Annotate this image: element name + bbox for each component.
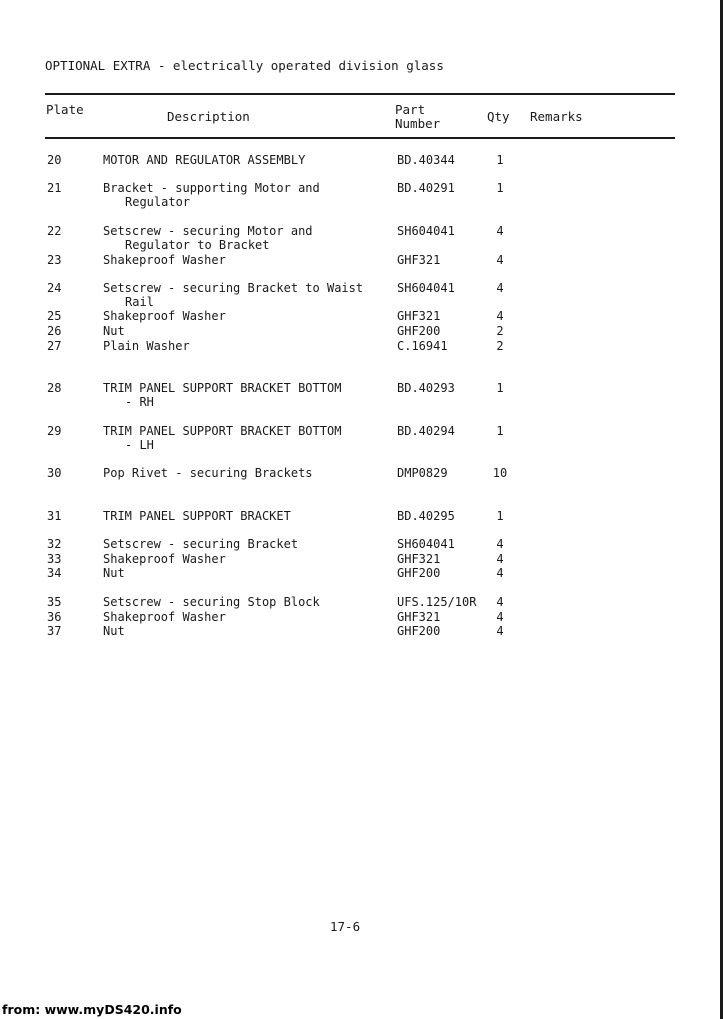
plate-cell: 36 [47,610,62,624]
qty-cell: 10 [492,466,508,480]
description-line: TRIM PANEL SUPPORT BRACKET BOTTOM [103,381,342,395]
header-plate: Plate [46,102,84,117]
description-line: Nut [103,324,125,338]
plate-cell: 22 [47,224,62,238]
description-cell [103,566,373,580]
description-line: Pop Rivet - securing Brackets [103,466,313,480]
description-cell [103,281,373,309]
plate-cell: 24 [47,281,62,295]
description-line: Shakeproof Washer [103,552,226,566]
header-part-number [395,103,440,131]
description-line: Setscrew - securing Bracket [103,537,299,551]
plate-cell: 23 [47,253,62,267]
description-cell [103,381,373,409]
qty-cell: 4 [496,595,504,609]
qty-cell: 4 [496,566,504,580]
qty-cell: 4 [496,309,504,323]
part-number-cell: GHF200 [397,324,441,338]
qty-cell: 2 [496,339,504,353]
header-part-line2: Number [395,116,441,131]
description-line: Shakeproof Washer [103,610,226,624]
description-cell [103,324,373,338]
plate-cell: 27 [47,339,62,353]
part-number-cell: GHF321 [397,610,441,624]
qty-cell: 4 [496,224,504,238]
plate-cell: 30 [47,466,62,480]
description-continuation: Rail [125,295,154,309]
qty-cell: 4 [496,253,504,267]
part-number-cell: SH604041 [397,281,455,295]
header-qty: Qty [487,109,510,124]
description-cell [103,610,373,624]
qty-cell: 4 [496,552,504,566]
qty-cell: 4 [496,537,504,551]
part-number-cell: GHF200 [397,624,441,638]
header-rule-top [45,93,675,95]
part-number-cell: C.16941 [397,339,448,353]
description-continuation: - RH [125,395,154,409]
qty-cell: 1 [496,181,504,195]
description-continuation: Regulator [125,195,191,209]
description-continuation: - LH [125,438,154,452]
plate-cell: 33 [47,552,62,566]
description-line: Bracket - supporting Motor and [103,181,320,195]
plate-cell: 21 [47,181,62,195]
part-number-cell: GHF321 [397,552,441,566]
description-cell [103,309,373,323]
description-cell [103,339,373,353]
description-cell [103,424,373,452]
header-description: Description [167,109,250,124]
source-footer: from: www.myDS420.info [2,1002,182,1017]
description-cell [103,181,373,209]
description-line: Plain Washer [103,339,190,353]
description-line: Shakeproof Washer [103,253,226,267]
description-cell [103,552,373,566]
part-number-cell: DMP0829 [397,466,448,480]
part-number-cell: UFS.125/10R [397,595,477,609]
page-number: 17-6 [330,919,361,934]
description-continuation: Regulator to Bracket [125,238,270,252]
qty-cell: 4 [496,610,504,624]
part-number-cell: SH604041 [397,537,455,551]
description-line: Nut [103,624,125,638]
part-number-cell: BD.40291 [397,181,455,195]
description-line: Nut [103,566,125,580]
header-remarks: Remarks [530,109,583,124]
plate-cell: 25 [47,309,62,323]
part-number-cell: GHF200 [397,566,441,580]
plate-cell: 26 [47,324,62,338]
part-number-cell: BD.40293 [397,381,455,395]
description-line: Shakeproof Washer [103,309,226,323]
plate-cell: 34 [47,566,62,580]
plate-cell: 29 [47,424,62,438]
description-line: Setscrew - securing Motor and [103,224,313,238]
part-number-cell: GHF321 [397,253,441,267]
description-line: TRIM PANEL SUPPORT BRACKET [103,509,291,523]
qty-cell: 4 [496,624,504,638]
page-title: OPTIONAL EXTRA - electrically operated division glass [45,58,444,73]
part-number-cell: SH604041 [397,224,455,238]
qty-cell: 4 [496,281,504,295]
description-cell [103,595,373,609]
plate-cell: 20 [47,153,62,167]
header-part-line1: Part [395,102,426,117]
description-cell [103,224,373,252]
description-cell [103,153,373,167]
qty-cell: 1 [496,424,504,438]
header-rule-bottom [45,137,675,139]
part-number-cell: BD.40294 [397,424,455,438]
qty-cell: 2 [496,324,504,338]
plate-cell: 35 [47,595,62,609]
description-line: MOTOR AND REGULATOR ASSEMBLY [103,153,306,167]
plate-cell: 37 [47,624,62,638]
part-number-cell: BD.40344 [397,153,455,167]
description-line: TRIM PANEL SUPPORT BRACKET BOTTOM [103,424,342,438]
description-cell [103,466,373,480]
qty-cell: 1 [496,153,504,167]
qty-cell: 1 [496,381,504,395]
description-cell [103,537,373,551]
plate-cell: 32 [47,537,62,551]
part-number-cell: GHF321 [397,309,441,323]
qty-cell: 1 [496,509,504,523]
description-line: Setscrew - securing Bracket to Waist [103,281,364,295]
description-line: Setscrew - securing Stop Block [103,595,320,609]
part-number-cell: BD.40295 [397,509,455,523]
description-cell [103,509,373,523]
description-cell [103,253,373,267]
description-cell [103,624,373,638]
plate-cell: 28 [47,381,62,395]
plate-cell: 31 [47,509,62,523]
